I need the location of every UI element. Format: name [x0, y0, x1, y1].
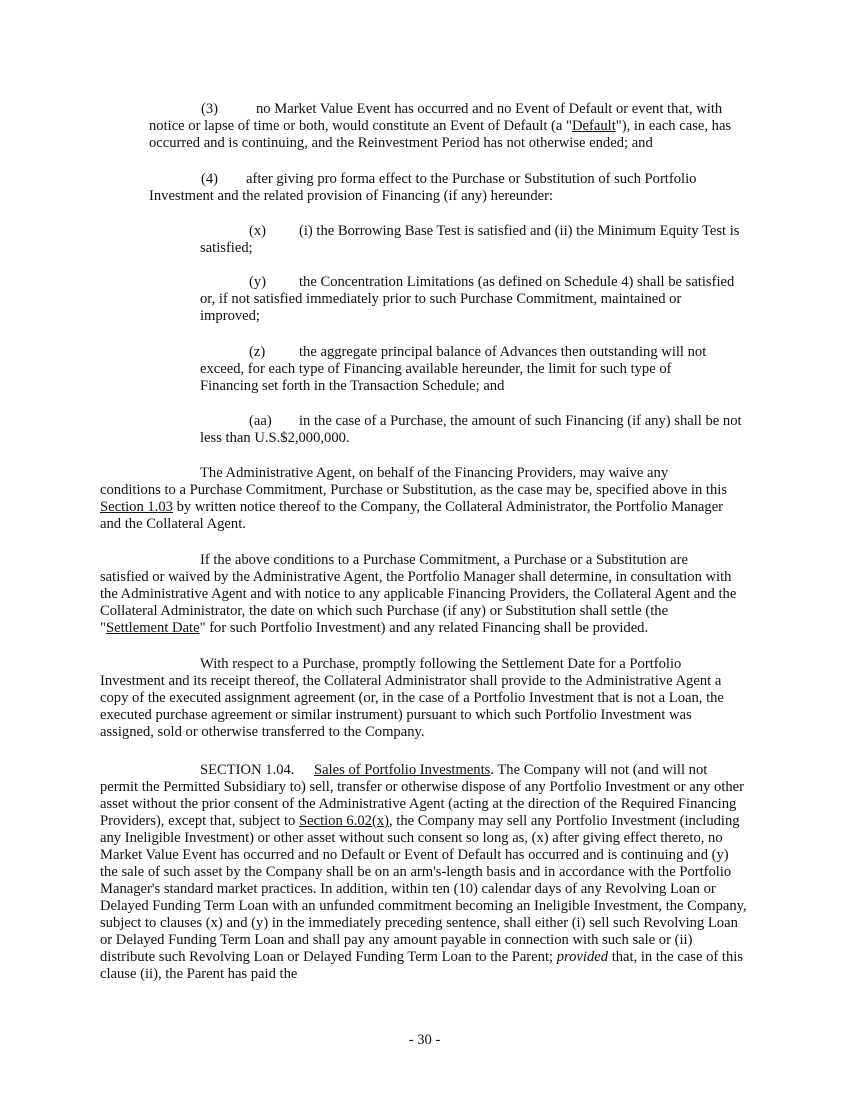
paragraph-4: (4) after giving pro forma effect to the Purchase or Substitution of such Portfolio Investment and the related provision of Financing (if any) hereunder: — [149, 171, 697, 204]
clause-x: (x) (i) the Borrowing Base Test is satisfied and (ii) the Minimum Equity Test is satisfied; — [200, 223, 740, 256]
section-1-03-reference: Section 1.03 — [100, 499, 173, 515]
clause-x-number: (x) — [249, 223, 267, 239]
section-1-04-title: Sales of Portfolio Investments — [314, 762, 491, 778]
clause-aa: (aa) in the case of a Purchase, the amount of such Financing (if any) shall be not less than U.S.$2,000,000. — [200, 413, 742, 446]
default-term: Default — [571, 118, 616, 134]
clause-y-number: (y) — [249, 274, 267, 290]
purchase-receipt-paragraph: With respect to a Purchase, promptly following the Settlement Date for a Portfolio Investment and its receipt thereof, the Collateral Administrator shall provide to the Administrative Agent a copy of the executed assignment agreement (or, in the case of a Portfolio Investment that is not a Loan, the executed purchase agreement or similar instrument) pursuant to which such Portfolio Investment was assigned, sold or otherwise transferred to the Company. — [100, 656, 724, 740]
clause-aa-number: (aa) — [249, 413, 272, 429]
section-1-04-label: SECTION 1.04. — [200, 762, 295, 778]
clause-z: (z) the aggregate principal balance of Advances then outstanding will not exceed, for each type of Financing available hereunder, the limit for such type of Financing set forth in the Transaction Schedule; and — [200, 344, 707, 394]
section-6-02x-reference: Section 6.02(x) — [299, 813, 389, 829]
settlement-date-term: Settlement Date — [105, 620, 200, 636]
waiver-paragraph: The Administrative Agent, on behalf of the Financing Providers, may waive any conditions to a Purchase Commitment, Purchase or Substitution, as the case may be, specified above in this Section 1.03 by written notice thereof to the Company, the Collateral Administrator, the Portfolio Manager and the Collateral Agent. — [100, 465, 728, 532]
paragraph-3: (3) no Market Value Event has occurred and no Event of Default or event that, with notice or lapse of time or both, would constitute an Event of Default (a "Default"), in each case, has occurred and is continuing, and the Reinvestment Period has not otherwise ended; and — [149, 101, 732, 151]
page-number: - 30 - — [408, 1032, 441, 1048]
provided-term: provided — [556, 949, 609, 965]
clause-y: (y) the Concentration Limitations (as defined on Schedule 4) shall be satisfied or, if not satisfied immediately prior to such Purchase Commitment, maintained or improved; — [200, 274, 735, 324]
settlement-paragraph: If the above conditions to a Purchase Commitment, a Purchase or a Substitution are satisfied or waived by the Administrative Agent, the Portfolio Manager shall determine, in consultation with the Administrative Agent and with notice to any applicable Financing Providers, the Collateral Agent and the Collateral Administrator, the date on which such Purchase (if any) or Substitution shall settle (the "Settlement Date" for such Portfolio Investment) and any related Financing shall be provided. — [100, 552, 737, 636]
paragraph-3-number: (3) — [201, 101, 219, 117]
clause-z-number: (z) — [249, 344, 266, 360]
paragraph-4-number: (4) — [201, 171, 219, 187]
section-1-04-paragraph: SECTION 1.04. Sales of Portfolio Investments. The Company will not (and will not permit the Permitted Subsidiary to) sell, transfer or otherwise dispose of any Portfolio Investment or any other asset without the prior consent of the Administrative Agent (acting at the direction of the Required Financing Providers), except that, subject to Section 6.02(x), the Company may sell any Portfolio Investment (including any Ineligible Investment) or other asset without such consent so long as, (x) after giving effect thereto, no Market Value Event has occurred and no Default or Event of Default has occurred and is continuing and (y) the sale of such asset by the Company shall be on an arm's-length basis and in accordance with the Portfolio Manager's standard market practices. In addition, within ten (10) calendar days of any Revolving Loan or Delayed Funding Term Loan with an unfunded commitment becoming an Ineligible Investment, the Company, subject to clauses (x) and (y) in the immediately preceding sentence, shall either (i) sell such Revolving Loan or Delayed Funding Term Loan and shall pay any amount payable in connection with such sale or (ii) distribute such Revolving Loan or Delayed Funding Term Loan to the Parent; provided that, in the case of this clause (ii), the Parent has paid the — [100, 762, 747, 982]
